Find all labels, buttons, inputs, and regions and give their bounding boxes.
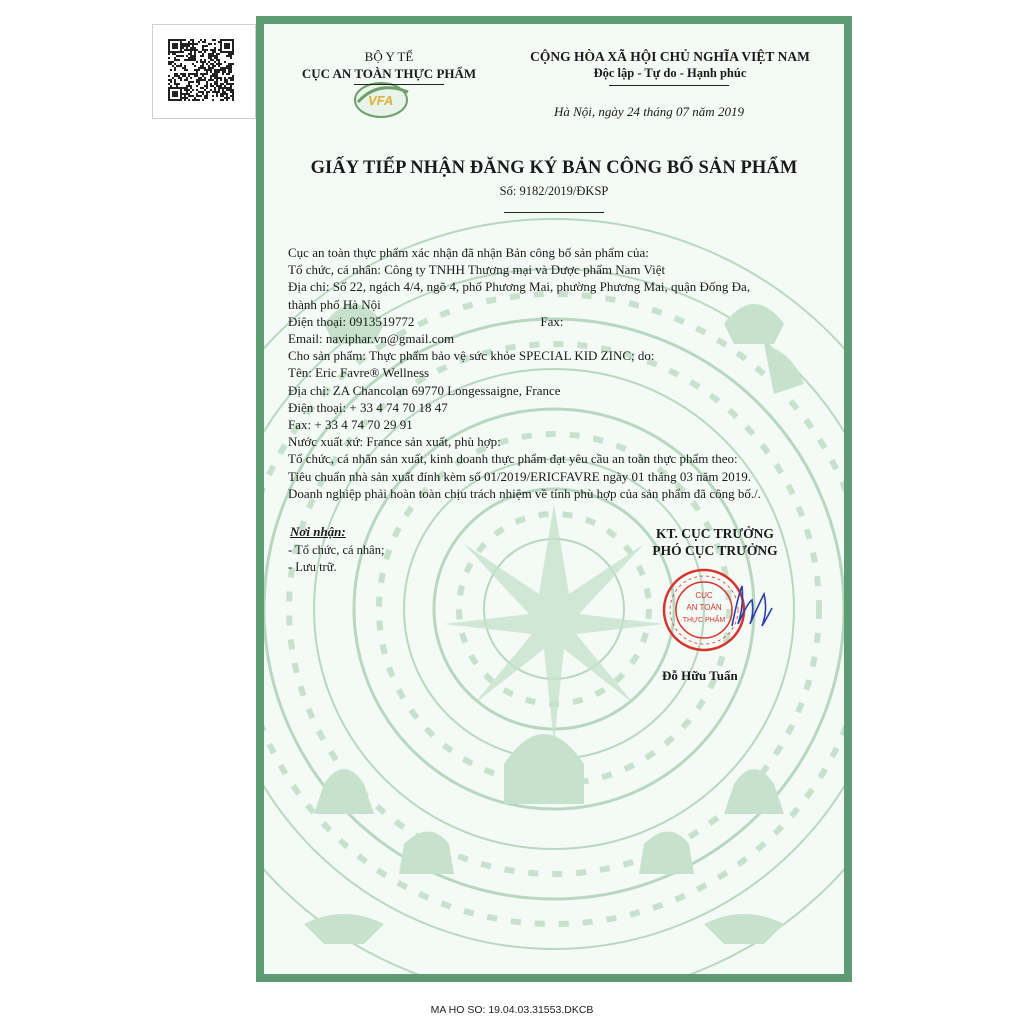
organization-line: Tổ chức, cá nhân: Công ty TNHH Thương mại và Dược phẩm Nam Việt — [288, 262, 666, 278]
recipient-item: - Lưu trữ. — [288, 559, 337, 574]
qr-code-icon — [168, 39, 234, 101]
document-number: Số: 9182/2019/ĐKSP — [499, 184, 609, 198]
fax-label: Fax: — [540, 313, 564, 329]
origin-line: Nước xuất xứ: France sản xuất, phù hợp: — [288, 434, 501, 450]
signer-name: Đỗ Hữu Tuấn — [662, 668, 738, 683]
title-underline — [504, 212, 604, 213]
phone-fax-line — [288, 313, 761, 330]
republic-name: CỘNG HÒA XÃ HỘI CHỦ NGHĨA VIỆT NAM — [530, 49, 810, 64]
header-agency-block — [284, 48, 494, 82]
certificate-page — [264, 24, 844, 974]
official-red-seal-icon — [660, 566, 790, 656]
dossier-code: MA HO SO: 19.04.03.31553.DKCB — [430, 1004, 594, 1016]
email-line: Email: naviphar.vn@gmail.com — [288, 331, 455, 347]
compliance-line: Tổ chức, cá nhân sản xuất, kinh doanh thực phẩm đạt yêu cầu an toàn thực phẩm theo: — [288, 451, 738, 467]
maker-fax-line: Fax: + 33 4 74 70 29 91 — [288, 417, 413, 433]
header-republic-block — [492, 48, 844, 82]
qr-code-box — [152, 24, 256, 119]
address-line-2: thành phố Hà Nội — [288, 296, 381, 312]
motto-underline — [609, 85, 729, 86]
issue-date: Hà Nội, ngày 24 tháng 07 năm 2019 — [554, 104, 744, 119]
certificate-border — [256, 16, 852, 982]
maker-phone-line: Điện thoại: + 33 4 74 70 18 47 — [288, 399, 448, 415]
handwritten-signature-icon — [732, 586, 772, 626]
agency-underline — [354, 84, 444, 85]
phone-line: Điện thoại: 0913519772 — [288, 313, 415, 329]
agency-name: CỤC AN TOÀN THỰC PHẨM — [301, 66, 477, 81]
seal-text-3: THỰC PHẨM — [682, 617, 726, 624]
ministry-name: BỘ Y TẾ — [364, 49, 414, 64]
document-body — [288, 244, 761, 502]
product-line: Cho sản phẩm: Thực phẩm bảo vệ sức khỏe SPECIAL KID ZINC; do: — [288, 348, 655, 364]
seal-text-2: AN TOÀN — [686, 603, 722, 612]
standard-line: Tiêu chuẩn nhà sản xuất đính kèm số 01/2019/ERICFAVRE ngày 01 tháng 03 năm 2019. — [288, 468, 752, 484]
seal-text-1: CỤC — [695, 591, 713, 600]
document-title: GIẤY TIẾP NHẬN ĐĂNG KÝ BẢN CÔNG BỐ SẢN PHẨM — [310, 158, 798, 178]
vfa-logo-text: VFA — [368, 93, 394, 108]
maker-address-line: Địa chỉ: ZA Chancolan 69770 Longessaigne, France — [288, 382, 561, 398]
maker-name-line: Tên: Eric Favre® Wellness — [288, 365, 430, 381]
responsibility-line: Doanh nghiệp phải hoàn toàn chịu trách nhiệm về tính phù hợp của sản phẩm đã công bố./. — [288, 485, 761, 501]
recipients-list — [288, 542, 384, 575]
vfa-logo-icon — [348, 80, 418, 120]
national-motto: Độc lập - Tự do - Hạnh phúc — [593, 66, 747, 80]
signature-title — [640, 525, 790, 559]
signature-line-2: PHÓ CỤC TRƯỞNG — [652, 543, 778, 558]
address-line-1: Địa chỉ: Số 22, ngách 4/4, ngõ 4, phố Phương Mai, phường Phương Mai, quận Đống Đa, — [288, 279, 751, 295]
recipients-title: Nơi nhận: — [290, 524, 346, 539]
signature-line-1: KT. CỤC TRƯỞNG — [656, 526, 774, 541]
recipient-item: - Tổ chức, cá nhân; — [288, 543, 385, 557]
intro-line: Cục an toàn thực phẩm xác nhận đã nhận Bản công bố sản phẩm của: — [288, 245, 649, 260]
